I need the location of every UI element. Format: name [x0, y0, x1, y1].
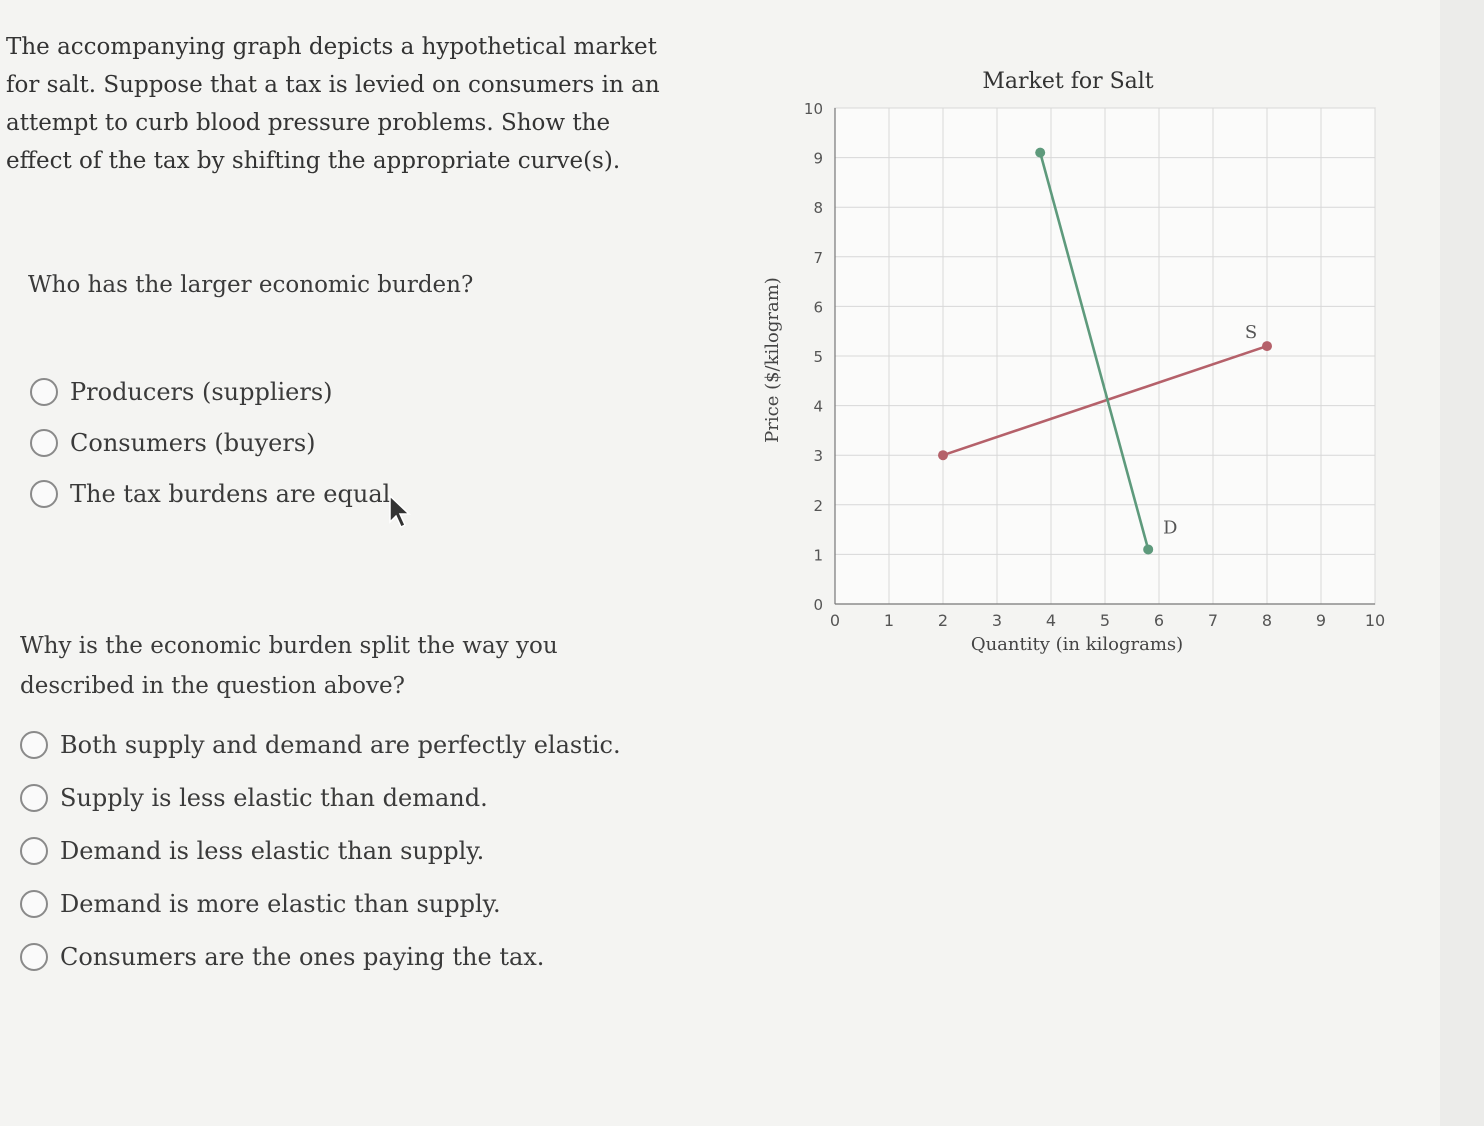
option-label: Demand is less elastic than supply.	[60, 836, 485, 865]
series-label-d: D	[1162, 517, 1178, 539]
mouse-pointer-icon	[388, 494, 414, 530]
option-label: The tax burdens are equal	[70, 479, 391, 508]
q1-option-producers[interactable]	[30, 366, 390, 417]
chart-svg[interactable]	[740, 50, 1420, 670]
y-tick-label: 3	[813, 447, 823, 466]
y-tick-label: 9	[813, 149, 823, 168]
option-label: Consumers (buyers)	[70, 428, 316, 457]
radio-button-icon[interactable]	[20, 943, 48, 971]
q2-option-demand-more-elastic[interactable]	[20, 877, 621, 930]
radio-button-icon[interactable]	[20, 890, 48, 918]
x-tick-label: 8	[1261, 611, 1273, 630]
radio-button-icon[interactable]	[30, 429, 58, 457]
y-tick-label: 8	[813, 199, 823, 218]
series-point-d[interactable]	[1035, 148, 1045, 158]
y-tick-label: 10	[803, 100, 823, 118]
q1-option-equal[interactable]	[30, 468, 390, 519]
option-label: Consumers are the ones paying the tax.	[60, 942, 545, 971]
x-tick-label: 7	[1207, 611, 1219, 630]
option-label: Supply is less elastic than demand.	[60, 783, 488, 812]
radio-button-icon[interactable]	[20, 731, 48, 759]
radio-button-icon[interactable]	[20, 784, 48, 812]
series-point-s[interactable]	[1262, 341, 1272, 351]
y-tick-label: 4	[813, 397, 823, 416]
x-tick-label: 9	[1315, 611, 1327, 630]
x-tick-label: 4	[1045, 611, 1057, 630]
y-tick-label: 2	[813, 496, 823, 515]
x-tick-label: 2	[937, 611, 949, 630]
question-text: The accompanying graph depicts a hypothetical market for salt. Suppose that a tax is levied on consumers in an attempt to curb blood pressure problems. Show the effect of the tax by shifting the appropriate curve(s).	[6, 34, 660, 174]
series-point-s[interactable]	[938, 450, 948, 460]
series-point-d[interactable]	[1143, 544, 1153, 554]
series-label-s: S	[1244, 322, 1258, 344]
x-tick-label: 1	[883, 611, 895, 630]
q2-option-perfectly-elastic[interactable]	[20, 718, 621, 771]
x-tick-label: 10	[1364, 611, 1386, 630]
q2-options	[20, 718, 621, 983]
radio-button-icon[interactable]	[20, 837, 48, 865]
y-tick-label: 1	[813, 546, 823, 565]
q1-label: Who has the larger economic burden?	[28, 272, 474, 298]
chart-grid	[835, 108, 1375, 604]
y-axis-label: Price ($/kilogram)	[762, 277, 783, 443]
q2-option-supply-less-elastic[interactable]	[20, 771, 621, 824]
q1-options	[30, 366, 390, 519]
option-label: Both supply and demand are perfectly elastic.	[60, 730, 621, 759]
y-tick-label: 0	[813, 596, 823, 614]
radio-button-icon[interactable]	[30, 480, 58, 508]
q2-label: Why is the economic burden split the way you described in the question above?	[20, 633, 558, 699]
x-tick-label: 6	[1153, 611, 1165, 630]
x-tick-label: 3	[991, 611, 1003, 630]
y-tick-label: 7	[813, 248, 823, 267]
y-tick-label: 5	[813, 348, 823, 366]
market-chart[interactable]	[740, 50, 1420, 674]
x-tick-label: 5	[1099, 611, 1111, 630]
x-tick-label: 0	[829, 611, 841, 630]
x-axis-label: Quantity (in kilograms)	[970, 634, 1184, 655]
chart-title: Market for Salt	[982, 69, 1154, 94]
radio-button-icon[interactable]	[30, 378, 58, 406]
q2-option-consumers-pay[interactable]	[20, 930, 621, 983]
option-label: Demand is more elastic than supply.	[60, 889, 501, 918]
q2-option-demand-less-elastic[interactable]	[20, 824, 621, 877]
y-tick-label: 6	[813, 298, 823, 317]
option-label: Producers (suppliers)	[70, 377, 333, 406]
q1-option-consumers[interactable]	[30, 417, 390, 468]
